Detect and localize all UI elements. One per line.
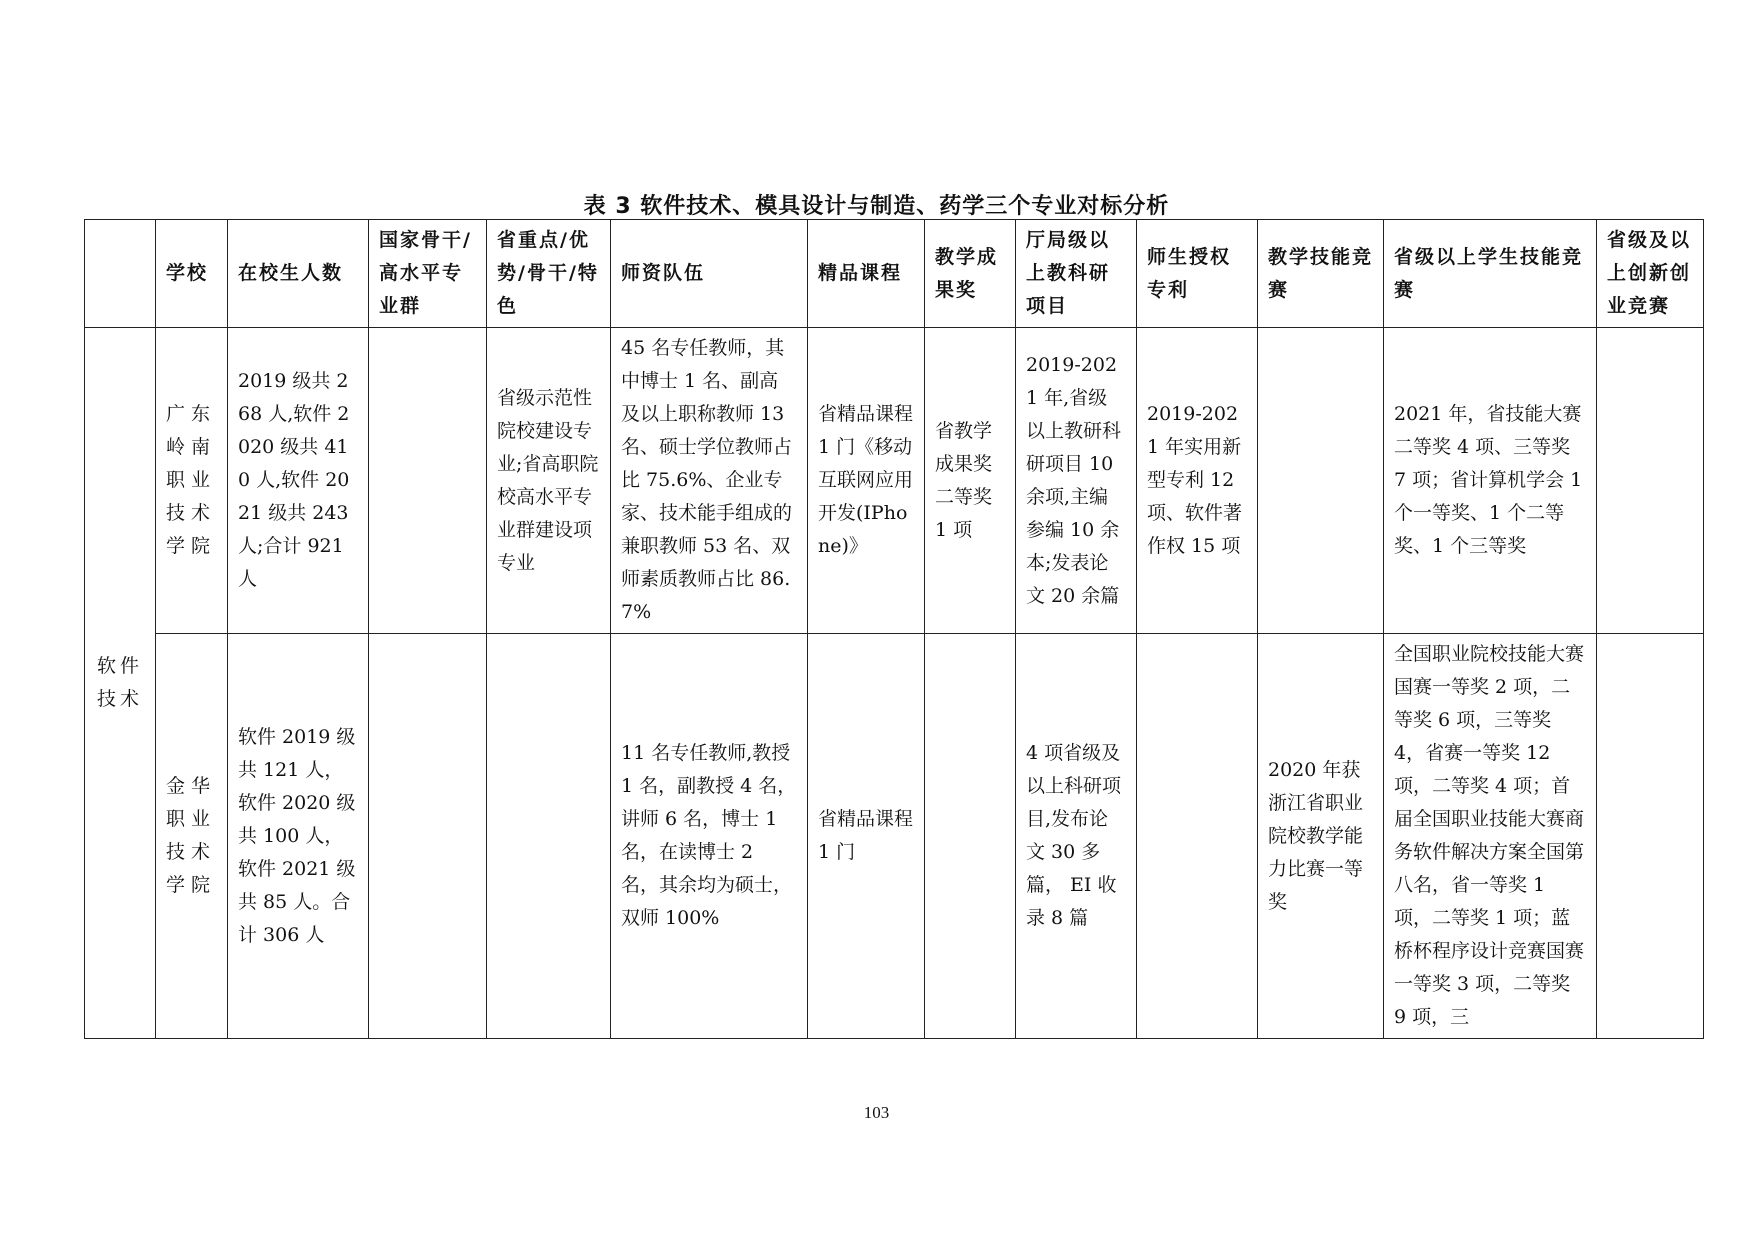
header-innovation: 省级及以上创新创业竞赛	[1597, 220, 1704, 328]
faculty-cell: 11 名专任教师,教授 1 名，副教授 4 名，讲师 6 名，博士 1 名，在读博士 2 名，其余均为硕士，双师 100%	[611, 634, 808, 1039]
header-faculty: 师资队伍	[611, 220, 808, 328]
header-national: 国家骨干/高水平专业群	[369, 220, 487, 328]
teaching-award-cell: 省教学成果奖二等奖 1 项	[925, 328, 1016, 634]
innovation-cell	[1597, 634, 1704, 1039]
header-row	[85, 220, 1704, 328]
national-cell	[369, 634, 487, 1039]
students-cell: 软件 2019 级共 121 人，软件 2020 级共 100 人，软件 2021 级共 85 人。合计 306 人	[228, 634, 369, 1039]
research-cell: 4 项省级及以上科研项目,发布论文 30 多篇， EI 收录 8 篇	[1016, 634, 1137, 1039]
student-skill-cell: 全国职业院校技能大赛国赛一等奖 2 项，二等奖 6 项，三等奖 4，省赛一等奖 12 项，二等奖 4 项；首届全国职业技能大赛商务软件解决方案全国第八名，省一等奖 1 项，二等奖 1 项；蓝桥杯程序设计竞赛国赛一等奖 3 项，二等奖 9 项，三	[1384, 634, 1597, 1039]
page-number: 103	[863, 1103, 890, 1122]
header-courses: 精品课程	[808, 220, 925, 328]
teaching-award-cell	[925, 634, 1016, 1039]
teaching-skill-cell	[1258, 328, 1384, 634]
patents-cell	[1137, 634, 1258, 1039]
header-teaching-skill: 教学技能竞赛	[1258, 220, 1384, 328]
students-cell: 2019 级共 268 人,软件 2020 级共 410 人,软件 2021 级共 243 人;合计 921 人	[228, 328, 369, 634]
research-cell: 2019-2021 年,省级以上教研科研项目 10 余项,主编参编 10 余本;发表论文 20 余篇	[1016, 328, 1137, 634]
table-row	[85, 328, 1704, 634]
provincial-cell	[487, 634, 611, 1039]
header-provincial: 省重点/优势/骨干/特色	[487, 220, 611, 328]
national-cell	[369, 328, 487, 634]
table-title: 表 3 软件技术、模具设计与制造、药学三个专业对标分析	[583, 194, 1170, 219]
provincial-cell: 省级示范性院校建设专业;省高职院校高水平专业群建设项专业	[487, 328, 611, 634]
patents-cell: 2019-2021 年实用新型专利 12 项、软件著作权 15 项	[1137, 328, 1258, 634]
header-research: 厅局级以上教科研项目	[1016, 220, 1137, 328]
major-cell: 软件技术	[85, 328, 156, 1039]
header-teaching-award: 教学成果奖	[925, 220, 1016, 328]
header-patents: 师生授权专利	[1137, 220, 1258, 328]
header-student-skill: 省级以上学生技能竞赛	[1384, 220, 1597, 328]
courses-cell: 省精品课程 1 门	[808, 634, 925, 1039]
header-school: 学校	[156, 220, 228, 328]
innovation-cell	[1597, 328, 1704, 634]
header-students: 在校生人数	[228, 220, 369, 328]
benchmark-table	[84, 219, 1704, 1039]
faculty-cell: 45 名专任教师，其中博士 1 名、副高及以上职称教师 13 名、硕士学位教师占比 75.6%、企业专家、技术能手组成的兼职教师 53 名、双师素质教师占比 86.7%	[611, 328, 808, 634]
courses-cell: 省精品课程 1 门《移动互联网应用开发(IPhone)》	[808, 328, 925, 634]
school-cell: 广东岭南职业技术学院	[156, 328, 228, 634]
student-skill-cell: 2021 年，省技能大赛二等奖 4 项、三等奖 7 项；省计算机学会 1 个一等奖、1 个二等奖、1 个三等奖	[1384, 328, 1597, 634]
teaching-skill-cell: 2020 年获浙江省职业院校教学能力比赛一等奖	[1258, 634, 1384, 1039]
header-major	[85, 220, 156, 328]
school-cell: 金华职业技术学院	[156, 634, 228, 1039]
table-row	[85, 634, 1704, 1039]
